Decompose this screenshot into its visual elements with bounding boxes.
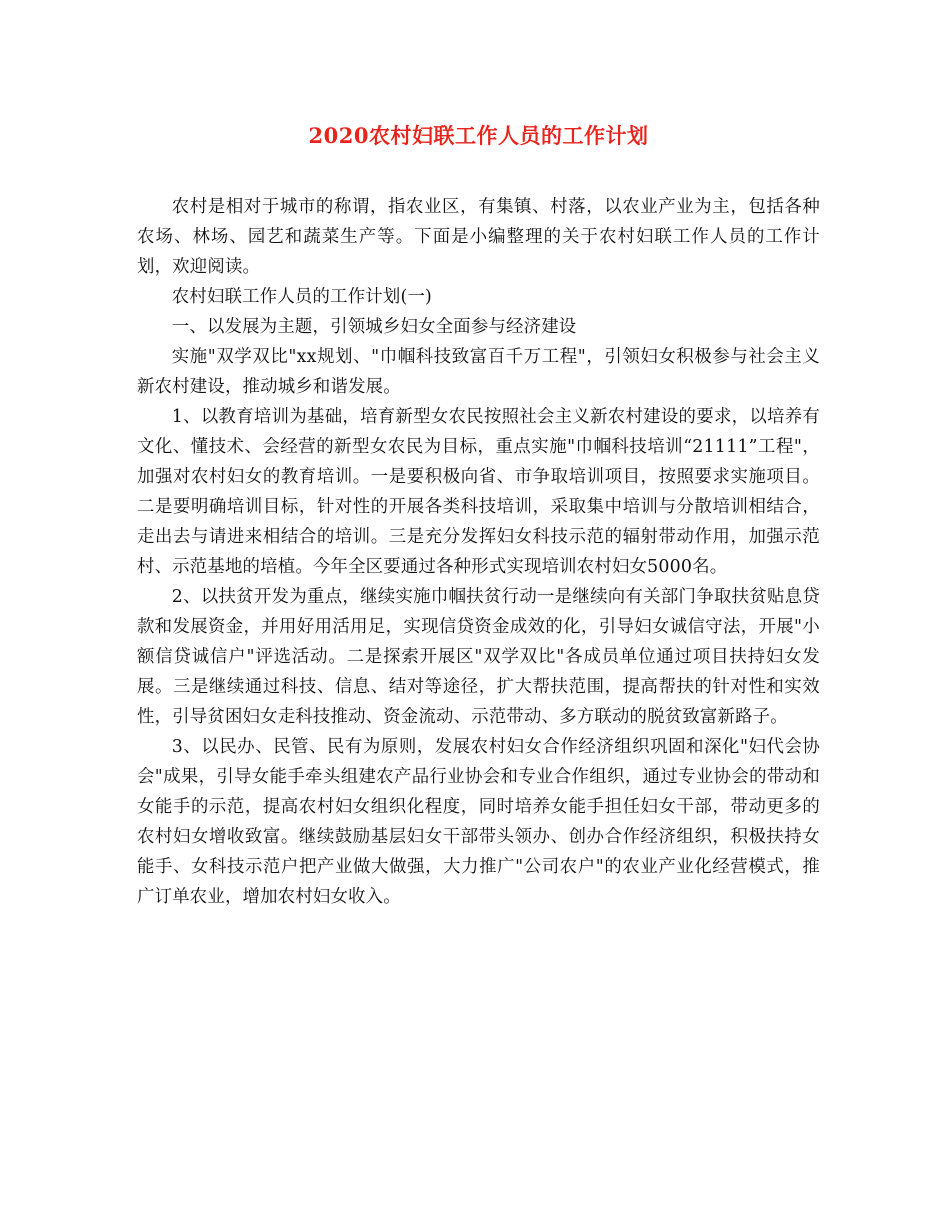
document-title: 2020农村妇联工作人员的工作计划 (308, 123, 649, 148)
body-paragraph: 实施"双学双比"xx规划、"巾帼科技致富百千万工程"，引领妇女积极参与社会主义新农村建设，推动城乡和谐发展。 (137, 347, 820, 397)
intro-paragraph: 农村是相对于城市的称谓，指农业区，有集镇、村落，以农业产业为主，包括各种农场、林场、园艺和蔬菜生产等。下面是小编整理的关于农村妇联工作人员的工作计划，欢迎阅读。 (137, 197, 820, 277)
subsection-heading: 一、以发展为主题，引领城乡妇女全面参与经济建设 (171, 317, 577, 337)
body-paragraph: 1、以教育培训为基础，培育新型女农民按照社会主义新农村建设的要求，以培养有文化、懂技术、会经营的新型女农民为目标，重点实施"巾帼科技培训“21111”工程"，加强对农村妇女的教育培训。一是要积极向省、市争取培训项目，按照要求实施项目。二是要明确培训目标，针对性的开展各类科技培训，采取集中培训与分散培训相结合，走出去与请进来相结合的培训。三是充分发挥妇女科技示范的辐射带动作用，加强示范村、示范基地的培植。今年全区要通过各种形式实现培训农村妇女5000名。 (137, 407, 820, 577)
document-body (137, 192, 820, 912)
section-heading: 农村妇联工作人员的工作计划(一) (171, 287, 433, 307)
body-paragraph: 3、以民办、民管、民有为原则，发展农村妇女合作经济组织巩固和深化"妇代会协会"成果，引导女能手牵头组建农产品行业协会和专业合作组织，通过专业协会的带动和女能手的示范，提高农村妇女组织化程度，同时培养女能手担任妇女干部，带动更多的农村妇女增收致富。继续鼓励基层妇女干部带头领办、创办合作经济组织，积极扶持女能手、女科技示范户把产业做大做强，大力推广"公司农户"的农业产业化经营模式，推广订单农业，增加农村妇女收入。 (137, 737, 820, 907)
body-paragraph: 2、以扶贫开发为重点，继续实施巾帼扶贫行动一是继续向有关部门争取扶贫贴息贷款和发展资金，并用好用活用足，实现信贷资金成效的化，引导妇女诚信守法，开展"小额信贷诚信户"评选活动。二是探索开展区"双学双比"各成员单位通过项目扶持妇女发展。三是继续通过科技、信息、结对等途径，扩大帮扶范围，提高帮扶的针对性和实效性，引导贫困妇女走科技推动、资金流动、示范带动、多方联动的脱贫致富新路子。 (137, 587, 820, 727)
